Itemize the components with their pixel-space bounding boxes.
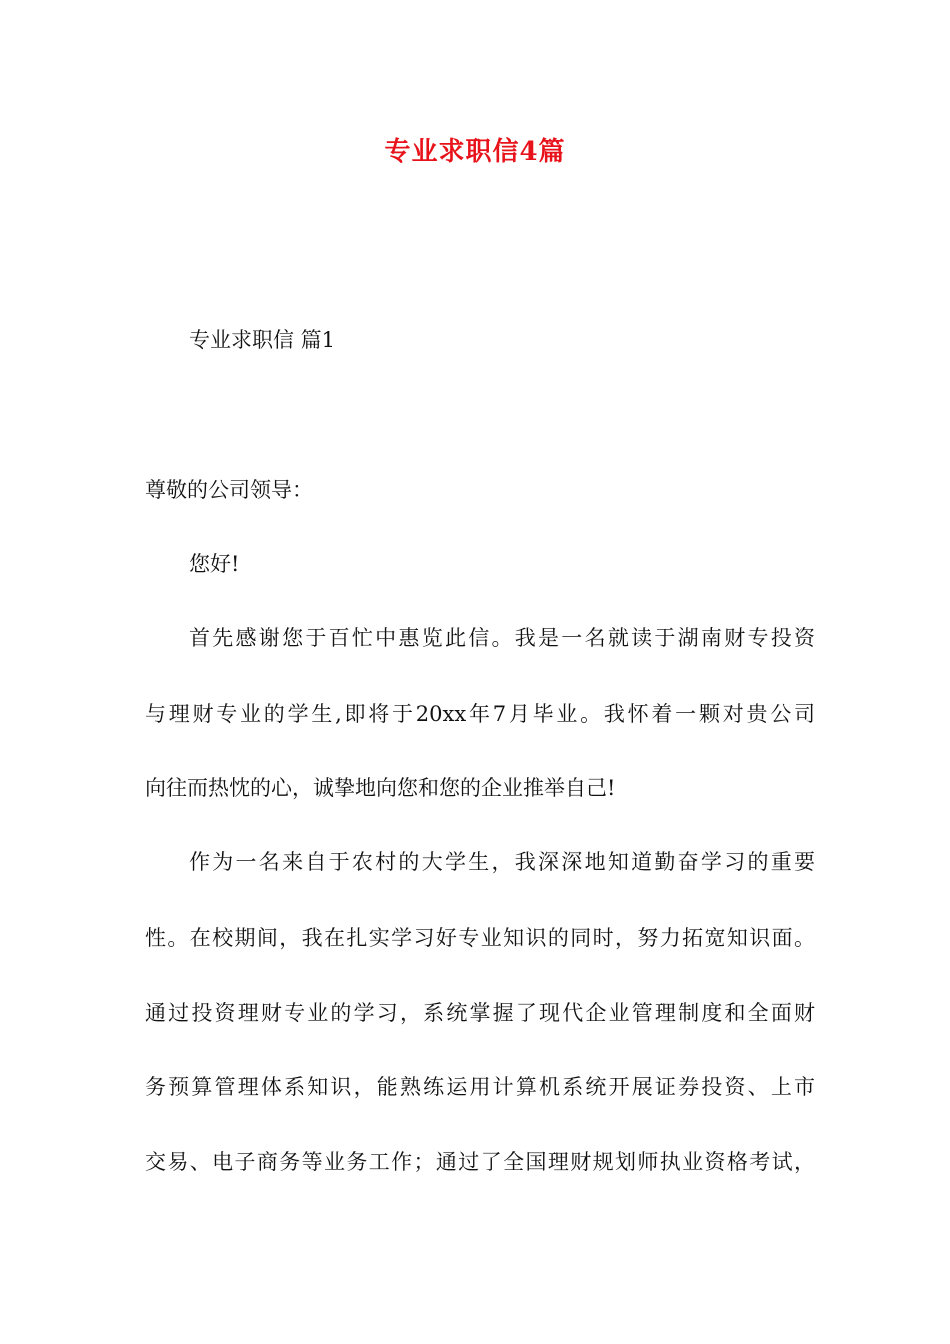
document-title: 专业求职信4篇 [384, 137, 566, 167]
greeting: 您好! [189, 552, 240, 576]
paragraph-line: 首先感谢您于百忙中惠览此信。我是一名就读于湖南财专投资 [189, 626, 815, 650]
paragraph-line: 务预算管理体系知识，能熟练运用计算机系统开展证券投资、上市 [145, 1075, 815, 1099]
paragraph-line: 通过投资理财专业的学习，系统掌握了现代企业管理制度和全面财 [145, 1001, 815, 1025]
paragraph-line: 性。在校期间，我在扎实学习好专业知识的同时，努力拓宽知识面。 [145, 926, 815, 950]
paragraph-line: 与理财专业的学生,即将于20xx年7月毕业。我怀着一颗对贵公司 [145, 702, 815, 726]
paragraph-line: 作为一名来自于农村的大学生，我深深地知道勤奋学习的重要 [189, 850, 815, 874]
salutation: 尊敬的公司领导： [145, 478, 313, 502]
section-heading: 专业求职信 篇1 [189, 328, 336, 352]
paragraph-line: 向往而热忱的心，诚挚地向您和您的企业推举自己! [145, 776, 616, 800]
paragraph-line: 交易、电子商务等业务工作；通过了全国理财规划师执业资格考试， [145, 1150, 815, 1174]
